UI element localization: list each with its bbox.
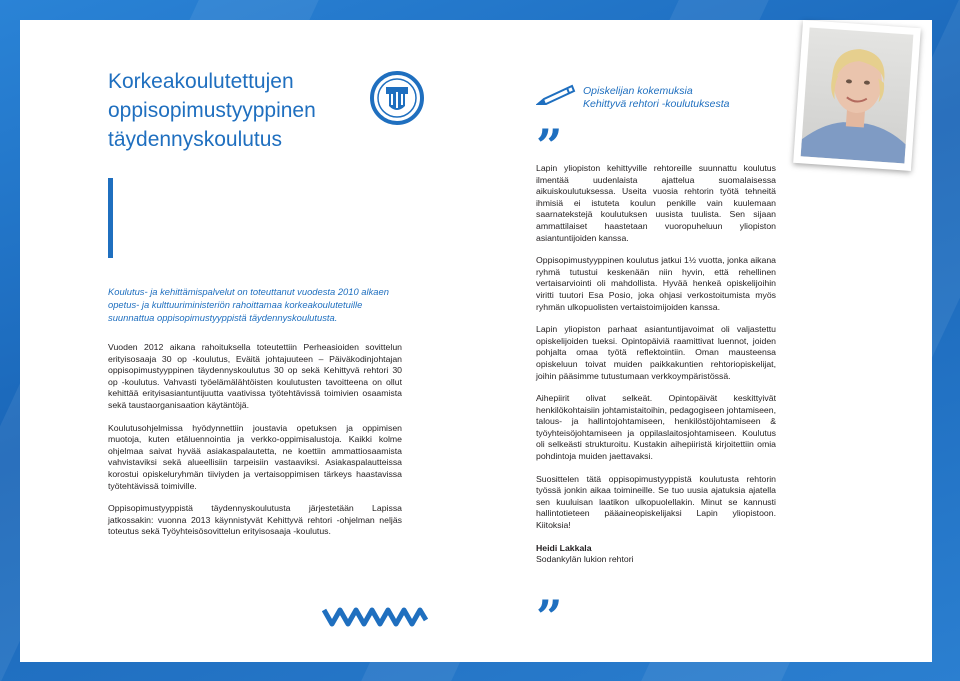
left-column <box>108 342 402 549</box>
portrait-image <box>801 28 914 164</box>
section-label-line-2: Kehittyvä rehtori -koulutuksesta <box>583 98 730 110</box>
left-paragraph: Koulutusohjelmissa hyödynnettiin joustavia opetuksen ja oppimisen muotoja, kuten etäluennointia ja verkko-oppimisalustoja. Kaikki kolme ohjelmaa saivat hyvää asiakaspalautetta, ne koettiin ammattiosaamista vahvistaviksi sekä alueellisiin tarpeisiin vastaaviksi. Asiakaspalautteissa korostui opiskeluryhmän tiiviyden ja vertaisoppimisen tärkeys haastavissa työtehtävissä toimiville. <box>108 422 402 491</box>
right-paragraph: Lapin yliopiston parhaat asiantuntijavoimat oli valjastettu opiskelijoiden tueksi. Opintopäiviä raamittivat luennot, joiden pohjalta omaa työtä reflektointiin. Oman mausteensa opiskeluun toivat muiden paikkakuntien rehtoriopiskelijat, joihin pääsimme tutustumaan verkkoympäristössä. <box>536 324 776 381</box>
wave-decoration-icon <box>322 606 428 628</box>
title-line-2: oppisopimustyyppinen <box>108 99 316 122</box>
page-title <box>108 67 358 154</box>
section-label-line-1: Opiskelijan kokemuksia <box>583 85 693 97</box>
section-label <box>583 85 730 111</box>
university-emblem-icon <box>369 70 425 126</box>
signature-title: Sodankylän lukion rehtori <box>536 554 634 565</box>
signature-name: Heidi Lakkala <box>536 542 592 553</box>
accent-bar <box>108 178 113 258</box>
title-line-3: täydennyskoulutus <box>108 128 282 151</box>
quote-mark-icon: ” <box>536 590 563 644</box>
right-column <box>536 163 776 566</box>
left-paragraph: Oppisopimustyyppistä täydennyskoulutusta järjestetään Lapissa jatkossakin: vuonna 2013 käynnistyvät Kehittyvä rehtori -ohjelman neljäs toteutus sekä Työyhteisösovittelun erityisosaaja -koulutus. <box>108 503 402 537</box>
right-paragraph: Suosittelen tätä oppisopimustyyppistä koulutusta rehtorin työssä jonkin aikaa toimineille. Se tuo uusia ajatuksia ajatella sen kuuluisan laatikon ulkopuolellakin. Minut se kannusti hallintotieteen pääaineopiskelijaksi Lapin yliopistoon. Kiitoksia! <box>536 473 776 531</box>
intro-text: Koulutus- ja kehittämispalvelut on toteuttanut vuodesta 2010 alkaen opetus- ja kulttuuriministeriön rahoittamaa korkeakoulutetuille suunnattua oppisopimustyyppistä täydennyskoulutusta. <box>108 286 389 323</box>
right-paragraph: Aihepiirit olivat selkeät. Opintopäivät keskittyivät henkilökohtaisiin johtamistaitoihin, pedagogiseen johtamiseen, talous- ja hallintojohtamiseen, henkilöstöjohtamiseen & työyhteisöjohtamiseen ja oppilaslaitosjohtamiseen. Koulutus oli selkeästi strukturoitu. Kustakin aihepiiristä kirjoitettiin omia pohdintoja muiden jaettavaksi. <box>536 393 776 462</box>
portrait-photo <box>793 20 921 171</box>
left-paragraph: Vuoden 2012 aikana rahoituksella toteutettiin Perheasioiden sovittelun erityisosaaja 30 op -koulutus, Eväitä johtajuuteen – Päiväkodinjohtajan oppisopimustyyppinen täydennyskoulutus 30 op sekä Kehittyvä rehtori 30 op -koulutus. Vahvasti työelämälähtöisten koulutusten tavoitteena on ollut kehittää erityisasiantuntijuutta vaativissa työtehtävissä toimivien osaamista sekä taustaorganisaation käytäntöjä. <box>108 342 402 410</box>
quote-mark-icon: ” <box>536 119 563 173</box>
title-line-1: Korkeakoulutettujen <box>108 70 294 93</box>
pencil-icon <box>536 82 576 112</box>
right-paragraph: Oppisopimustyyppinen koulutus jatkui 1½ vuotta, jonka aikana ryhmä tutustui keskenään niin hyvin, että rehellinen vertaisarviointi oli mahdollista. Hyvää henkeä opiskelijoihin viritti tuutori Esa Posio, joka ohjasi verkostoitumista myös ryhmän ulkopuolisten vertaistoimijoiden kanssa. <box>536 255 776 312</box>
person-silhouette-icon <box>801 28 914 164</box>
right-paragraph: Lapin yliopiston kehittyville rehtoreille suunnattu koulutus ilmentää uudenlaista ajattelua suomalaisessa aikuiskoulutuksessa. Useita vuosia rehtorin työtä tehneitä ihmisiä ei istuteta koulun penkille vain kuulemaan saarnatekstejä koulutuksen uusista tuulista. Sen sijaan ammattilaiset haastetaan vuoropuheluun yliopiston asiantuntijoiden kanssa. <box>536 163 776 243</box>
